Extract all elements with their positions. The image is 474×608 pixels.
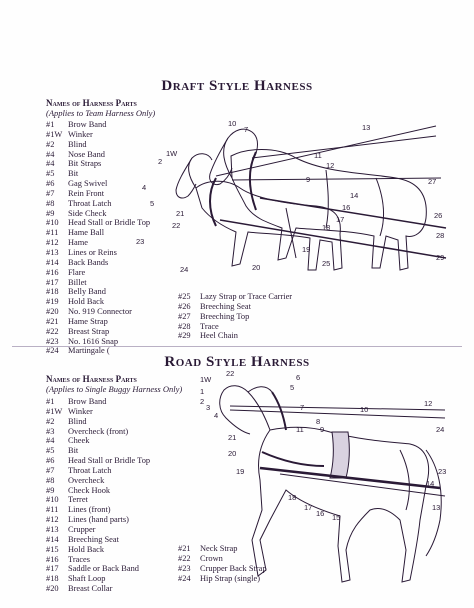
svg-text:12: 12 — [424, 399, 433, 408]
draft-title: Draft Style Harness — [161, 78, 313, 94]
part-number: #9 — [46, 485, 55, 495]
draft-callout-numbers — [136, 119, 444, 274]
list-item — [46, 486, 150, 496]
part-number: #11 — [46, 505, 59, 515]
part-name: Throat Latch — [68, 198, 112, 208]
part-number: #18 — [46, 287, 59, 297]
list-item — [46, 120, 150, 130]
list-item — [46, 495, 150, 505]
part-number: #24 — [46, 346, 59, 356]
part-number: #8 — [46, 198, 55, 208]
part-number: #16 — [46, 554, 59, 564]
part-name: Lines (hand parts) — [68, 515, 129, 525]
part-number: #15 — [46, 544, 59, 554]
list-item — [178, 312, 292, 322]
part-number: #11 — [46, 228, 59, 238]
part-name: Brow Band — [68, 397, 107, 406]
svg-text:2: 2 — [200, 397, 205, 406]
draft-subtitle: Names of Harness Parts — [46, 98, 137, 108]
svg-text:18: 18 — [288, 493, 297, 502]
list-item — [46, 317, 150, 327]
part-name: Rein Front — [68, 188, 105, 198]
list-item — [46, 535, 150, 545]
part-number: #7 — [46, 188, 55, 198]
part-number: #7 — [46, 465, 55, 475]
svg-text:29: 29 — [436, 253, 445, 262]
part-name: Lines (front) — [68, 505, 111, 515]
svg-text:10: 10 — [360, 405, 369, 414]
part-number: #12 — [46, 238, 59, 248]
part-name: Crupper Back Strap — [200, 563, 267, 573]
list-item — [46, 287, 150, 297]
part-number: #19 — [46, 297, 59, 307]
svg-text:5: 5 — [290, 383, 295, 392]
part-number: #1W — [46, 406, 63, 416]
part-name: Hold Back — [68, 297, 105, 307]
svg-text:13: 13 — [432, 503, 441, 512]
part-name: Bit Straps — [68, 159, 102, 169]
part-number: #4 — [46, 436, 55, 446]
part-number: #17 — [46, 277, 59, 287]
part-number: #18 — [46, 574, 59, 584]
list-item — [46, 555, 150, 565]
list-item — [46, 140, 150, 150]
svg-text:25: 25 — [322, 259, 331, 268]
list-item — [46, 179, 150, 189]
svg-text:22: 22 — [172, 221, 181, 230]
svg-text:23: 23 — [136, 237, 145, 246]
list-item — [46, 297, 150, 307]
list-item — [178, 292, 292, 302]
part-name: Neck Strap — [200, 544, 238, 553]
part-name: Bit — [68, 446, 79, 456]
list-item — [46, 545, 150, 555]
part-name: Billet — [68, 277, 87, 287]
list-item — [46, 278, 150, 288]
svg-text:14: 14 — [350, 191, 359, 200]
svg-text:26: 26 — [434, 211, 443, 220]
svg-text:10: 10 — [228, 119, 237, 128]
list-item — [46, 228, 150, 238]
part-name: Nose Band — [68, 149, 105, 159]
part-name: Belly Band — [68, 287, 106, 297]
part-name: Lines or Reins — [68, 247, 117, 257]
part-number: #6 — [46, 179, 55, 189]
list-item — [46, 327, 150, 337]
list-item — [46, 584, 150, 594]
part-number: #29 — [178, 331, 191, 341]
part-number: #22 — [178, 553, 191, 563]
list-item — [46, 436, 150, 446]
part-number: #10 — [46, 495, 59, 505]
list-item — [46, 505, 150, 515]
svg-text:14: 14 — [426, 479, 435, 488]
road-title: Road Style Harness — [164, 354, 310, 370]
part-name: No. 1616 Snap — [68, 336, 119, 346]
part-number: #27 — [178, 311, 191, 321]
part-name: Back Bands — [68, 257, 109, 267]
road-callout-numbers — [200, 370, 446, 522]
list-item — [46, 456, 150, 466]
part-number: #14 — [46, 257, 59, 267]
road-subtitle: Names of Harness Parts — [46, 374, 137, 384]
part-name: Hame Ball — [68, 228, 105, 238]
svg-text:4: 4 — [142, 183, 147, 192]
part-name: No. 919 Connector — [68, 307, 132, 317]
draft-applies: (Applies to Team Harness Only) — [46, 108, 156, 118]
svg-text:17: 17 — [304, 503, 313, 512]
svg-text:16: 16 — [316, 509, 325, 518]
svg-text:16: 16 — [342, 203, 351, 212]
list-item — [46, 199, 150, 209]
svg-text:21: 21 — [176, 209, 185, 218]
part-number: #17 — [46, 564, 59, 574]
svg-text:6: 6 — [296, 373, 301, 382]
part-name: Flare — [68, 267, 86, 277]
list-item — [46, 407, 150, 417]
part-number: #23 — [178, 563, 191, 573]
part-name: Breeching Seat — [68, 534, 119, 544]
svg-text:11: 11 — [296, 425, 304, 434]
list-item — [46, 397, 150, 407]
part-name: Heel Chain — [200, 331, 238, 341]
part-number: #13 — [46, 247, 59, 257]
list-item — [178, 331, 292, 341]
svg-text:4: 4 — [214, 411, 219, 420]
part-name: Blind — [68, 139, 87, 149]
draft-parts-list — [46, 120, 150, 356]
svg-text:11: 11 — [314, 151, 322, 160]
svg-text:12: 12 — [326, 161, 335, 170]
list-item — [46, 159, 150, 169]
svg-text:7: 7 — [300, 403, 305, 412]
part-number: #4 — [46, 159, 55, 169]
part-name: Hame — [68, 238, 88, 248]
part-number: #1 — [46, 397, 55, 406]
part-number: #23 — [46, 336, 59, 346]
part-name: Crupper — [68, 524, 96, 534]
draft-parts-list-continued — [178, 292, 292, 341]
part-number: #12 — [46, 515, 59, 525]
part-number: #2 — [46, 139, 55, 149]
part-name: Overcheck — [68, 475, 105, 485]
part-name: Throat Latch — [68, 465, 112, 475]
part-number: #5 — [46, 446, 55, 456]
svg-text:15: 15 — [332, 513, 341, 522]
svg-text:24: 24 — [180, 265, 189, 274]
list-item — [46, 564, 150, 574]
svg-text:3: 3 — [206, 403, 211, 412]
svg-text:9: 9 — [306, 175, 311, 184]
part-name: Breast Strap — [68, 326, 110, 336]
list-item — [46, 476, 150, 486]
list-item — [46, 209, 150, 219]
list-item — [46, 466, 150, 476]
svg-text:20: 20 — [228, 449, 237, 458]
section-divider — [12, 346, 462, 347]
part-number: #6 — [46, 456, 55, 466]
part-number: #13 — [46, 524, 59, 534]
svg-text:23: 23 — [438, 467, 447, 476]
svg-text:21: 21 — [228, 433, 237, 442]
part-number: #1W — [46, 129, 63, 139]
svg-text:2: 2 — [158, 157, 163, 166]
svg-text:24: 24 — [436, 425, 445, 434]
svg-text:28: 28 — [436, 231, 445, 240]
draft-harness-illustration — [136, 118, 448, 288]
svg-text:13: 13 — [362, 123, 371, 132]
part-number: #8 — [46, 475, 55, 485]
svg-text:17: 17 — [336, 215, 345, 224]
svg-text:19: 19 — [302, 245, 311, 254]
part-number: #21 — [178, 544, 191, 553]
list-item — [46, 525, 150, 535]
part-name: Cheek — [68, 436, 90, 446]
list-item — [46, 515, 150, 525]
list-item — [46, 417, 150, 427]
part-number: #20 — [46, 584, 59, 594]
part-number: #1 — [46, 120, 55, 129]
part-number: #3 — [46, 426, 55, 436]
list-item — [46, 248, 150, 258]
part-number: #14 — [46, 534, 59, 544]
part-number: #2 — [46, 416, 55, 426]
part-name: Overcheck (front) — [68, 426, 129, 436]
part-number: #20 — [46, 307, 59, 317]
part-number: #21 — [46, 316, 59, 326]
svg-text:18: 18 — [322, 223, 331, 232]
part-number: #9 — [46, 208, 55, 218]
part-name: Breast Collar — [68, 584, 113, 594]
list-item — [46, 337, 150, 347]
svg-text:5: 5 — [150, 199, 155, 208]
part-name: Shaft Loop — [68, 574, 106, 584]
list-item — [46, 238, 150, 248]
svg-text:19: 19 — [236, 467, 245, 476]
part-name: Traces — [68, 554, 91, 564]
part-name: Brow Band — [68, 120, 107, 129]
list-item — [46, 169, 150, 179]
part-number: #28 — [178, 321, 191, 331]
list-item — [46, 307, 150, 317]
list-item — [46, 130, 150, 140]
svg-text:8: 8 — [316, 417, 321, 426]
svg-text:27: 27 — [428, 177, 437, 186]
road-applies: (Applies to Single Buggy Harness Only) — [46, 384, 183, 394]
part-name: Martingale ( — [68, 346, 110, 356]
list-item — [46, 446, 150, 456]
svg-text:22: 22 — [226, 370, 235, 378]
part-name: Gag Swivel — [68, 179, 108, 189]
part-name: Side Check — [68, 208, 107, 218]
part-name: Blind — [68, 416, 87, 426]
part-number: #16 — [46, 267, 59, 277]
svg-text:1W: 1W — [200, 375, 212, 384]
part-name: Hold Back — [68, 544, 105, 554]
list-item — [178, 322, 292, 332]
part-number: #26 — [178, 301, 191, 311]
svg-text:1W: 1W — [166, 149, 178, 158]
list-item — [178, 302, 292, 312]
part-name: Winker — [68, 406, 93, 416]
part-name: Lazy Strap or Trace Carrier — [200, 292, 293, 301]
part-number: #25 — [178, 292, 191, 301]
svg-text:1: 1 — [200, 387, 205, 396]
part-name: Terret — [68, 495, 88, 505]
part-number: #22 — [46, 326, 59, 336]
list-item — [46, 189, 150, 199]
svg-text:9: 9 — [320, 425, 325, 434]
part-name: Head Stall or Bridle Top — [68, 218, 151, 228]
road-harness-illustration — [200, 370, 450, 600]
list-item — [46, 574, 150, 584]
part-number: #10 — [46, 218, 59, 228]
part-name: Hame Strap — [68, 316, 108, 326]
part-number: #4 — [46, 149, 55, 159]
part-name: Bit — [68, 169, 79, 179]
part-number: #5 — [46, 169, 55, 179]
list-item — [46, 150, 150, 160]
part-name: Head Stall or Bridle Top — [68, 456, 151, 466]
part-name: Crown — [200, 553, 223, 563]
svg-text:20: 20 — [252, 263, 261, 272]
part-name: Breeching Top — [200, 311, 250, 321]
part-name: Breeching Seat — [200, 301, 251, 311]
part-name: Winker — [68, 129, 93, 139]
svg-text:7: 7 — [244, 125, 249, 134]
part-name: Check Hook — [68, 485, 111, 495]
list-item — [46, 268, 150, 278]
part-name: Saddle or Back Band — [68, 564, 139, 574]
road-parts-list — [46, 397, 150, 594]
list-item — [46, 427, 150, 437]
list-item — [46, 258, 150, 268]
part-name: Hip Strap (single) — [200, 573, 261, 583]
part-number: #24 — [178, 573, 191, 583]
part-name: Trace — [200, 321, 219, 331]
list-item — [46, 218, 150, 228]
